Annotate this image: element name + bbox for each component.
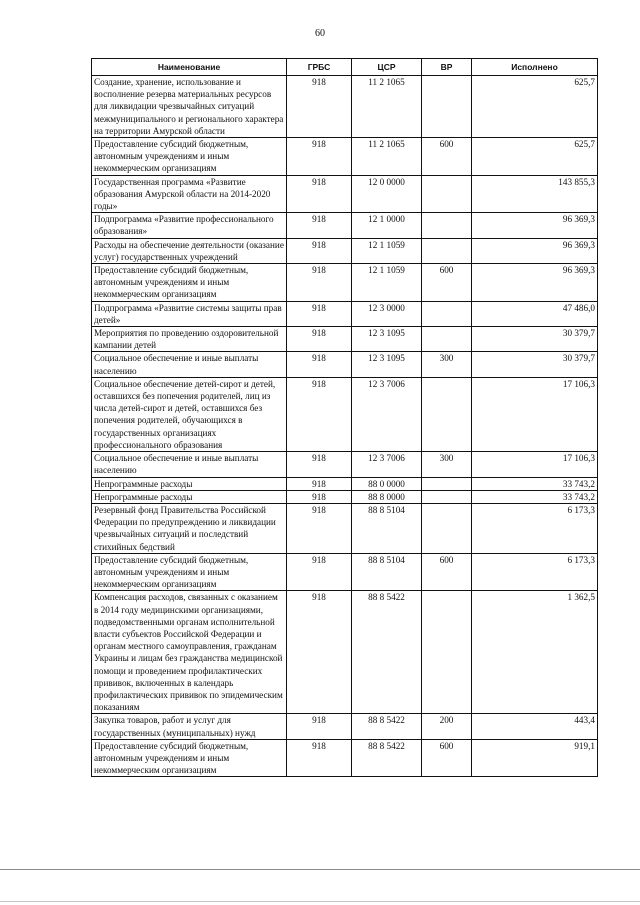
cell-csr: 12 3 7006 xyxy=(352,452,422,477)
table-row xyxy=(92,714,598,739)
scan-artifact-line xyxy=(0,869,640,870)
cell-name: Расходы на обеспечение деятельности (оказание услуг) государственных учреждений xyxy=(92,238,287,263)
cell-grbs: 918 xyxy=(287,175,352,213)
cell-sum: 625,7 xyxy=(472,138,598,176)
cell-vr: 600 xyxy=(422,264,472,302)
cell-grbs: 918 xyxy=(287,452,352,477)
cell-csr: 12 0 0000 xyxy=(352,175,422,213)
cell-vr xyxy=(422,301,472,326)
cell-grbs: 918 xyxy=(287,352,352,377)
cell-sum: 919,1 xyxy=(472,739,598,777)
cell-csr: 12 3 1095 xyxy=(352,352,422,377)
cell-vr: 600 xyxy=(422,138,472,176)
cell-csr: 88 8 5104 xyxy=(352,553,422,591)
cell-name: Социальное обеспечение детей-сирот и детей, оставшихся без попечения родителей, лиц из числа детей-сирот и детей, оставшихся без попечения родителей, обучающихся в государственных организациях профессионального образования xyxy=(92,377,287,451)
table-row xyxy=(92,739,598,777)
cell-csr: 11 2 1065 xyxy=(352,138,422,176)
cell-name: Подпрограмма «Развитие системы защиты прав детей» xyxy=(92,301,287,326)
cell-csr: 12 1 0000 xyxy=(352,213,422,238)
cell-name: Государственная программа «Развитие образования Амурской области на 2014-2020 годы» xyxy=(92,175,287,213)
cell-vr xyxy=(422,76,472,138)
cell-grbs: 918 xyxy=(287,138,352,176)
cell-name: Социальное обеспечение и иные выплаты населению xyxy=(92,452,287,477)
cell-sum: 17 106,3 xyxy=(472,452,598,477)
cell-grbs: 918 xyxy=(287,477,352,490)
cell-vr xyxy=(422,327,472,352)
table-row xyxy=(92,175,598,213)
cell-sum: 30 379,7 xyxy=(472,352,598,377)
table-row xyxy=(92,503,598,553)
cell-sum: 96 369,3 xyxy=(472,238,598,263)
cell-csr: 11 2 1065 xyxy=(352,76,422,138)
cell-name: Социальное обеспечение и иные выплаты населению xyxy=(92,352,287,377)
cell-sum: 143 855,3 xyxy=(472,175,598,213)
cell-grbs: 918 xyxy=(287,327,352,352)
cell-vr xyxy=(422,477,472,490)
cell-vr xyxy=(422,490,472,503)
cell-grbs: 918 xyxy=(287,76,352,138)
cell-sum: 30 379,7 xyxy=(472,327,598,352)
table-row xyxy=(92,76,598,138)
cell-csr: 88 8 5422 xyxy=(352,714,422,739)
cell-sum: 6 173,3 xyxy=(472,503,598,553)
cell-csr: 12 1 1059 xyxy=(352,238,422,263)
header-grbs: ГРБС xyxy=(287,59,352,76)
cell-name: Предоставление субсидий бюджетным, автономным учреждениям и иным некоммерческим организациям xyxy=(92,739,287,777)
cell-sum: 96 369,3 xyxy=(472,213,598,238)
cell-sum: 33 743,2 xyxy=(472,477,598,490)
header-sum: Исполнено xyxy=(472,59,598,76)
cell-name: Создание, хранение, использование и восполнение резерва материальных ресурсов для ликвидации чрезвычайных ситуаций межмуниципального и регионального характера на территории Амурской области xyxy=(92,76,287,138)
page-number: 60 xyxy=(315,28,325,39)
table-row xyxy=(92,553,598,591)
cell-sum: 625,7 xyxy=(472,76,598,138)
header-name: Наименование xyxy=(92,59,287,76)
cell-vr xyxy=(422,175,472,213)
cell-vr: 600 xyxy=(422,739,472,777)
cell-csr: 88 8 5422 xyxy=(352,591,422,714)
cell-name: Предоставление субсидий бюджетным, автономным учреждениям и иным некоммерческим организациям xyxy=(92,553,287,591)
cell-grbs: 918 xyxy=(287,301,352,326)
cell-grbs: 918 xyxy=(287,238,352,263)
table-row xyxy=(92,213,598,238)
cell-vr xyxy=(422,591,472,714)
cell-vr: 600 xyxy=(422,553,472,591)
cell-csr: 12 3 7006 xyxy=(352,377,422,451)
cell-sum: 17 106,3 xyxy=(472,377,598,451)
cell-name: Резервный фонд Правительства Российской Федерации по предупреждению и ликвидации чрезвычайных ситуаций и последствий стихийных бедствий xyxy=(92,503,287,553)
cell-grbs: 918 xyxy=(287,739,352,777)
cell-vr: 200 xyxy=(422,714,472,739)
cell-csr: 88 0 0000 xyxy=(352,477,422,490)
cell-name: Компенсация расходов, связанных с оказанием в 2014 году медицинскими организациями, подведомственными органам исполнительной власти субъектов Российской Федерации и органам местного самоуправления, гражданам Украины и лицам без гражданства медицинской помощи и проведением профилактических прививок, включенных в календарь профилактических прививок по эпидемическим показаниям xyxy=(92,591,287,714)
cell-name: Предоставление субсидий бюджетным, автономным учреждениям и иным некоммерческим организациям xyxy=(92,138,287,176)
cell-vr: 300 xyxy=(422,352,472,377)
cell-vr xyxy=(422,503,472,553)
table-row xyxy=(92,477,598,490)
cell-grbs: 918 xyxy=(287,553,352,591)
cell-sum: 1 362,5 xyxy=(472,591,598,714)
cell-name: Непрограммные расходы xyxy=(92,490,287,503)
table-header-row xyxy=(92,59,598,76)
cell-csr: 12 1 1059 xyxy=(352,264,422,302)
cell-csr: 12 3 0000 xyxy=(352,301,422,326)
cell-grbs: 918 xyxy=(287,264,352,302)
cell-name: Непрограммные расходы xyxy=(92,477,287,490)
cell-vr: 300 xyxy=(422,452,472,477)
table-row xyxy=(92,238,598,263)
table-row xyxy=(92,377,598,451)
cell-sum: 96 369,3 xyxy=(472,264,598,302)
cell-csr: 12 3 1095 xyxy=(352,327,422,352)
cell-csr: 88 8 5422 xyxy=(352,739,422,777)
cell-name: Мероприятия по проведению оздоровительной кампании детей xyxy=(92,327,287,352)
header-vr: ВР xyxy=(422,59,472,76)
cell-vr xyxy=(422,213,472,238)
cell-csr: 88 8 0000 xyxy=(352,490,422,503)
table-row xyxy=(92,490,598,503)
cell-grbs: 918 xyxy=(287,591,352,714)
cell-vr xyxy=(422,238,472,263)
cell-grbs: 918 xyxy=(287,377,352,451)
header-csr: ЦСР xyxy=(352,59,422,76)
table-row xyxy=(92,452,598,477)
budget-execution-table xyxy=(91,58,598,777)
cell-name: Подпрограмма «Развитие профессионального образования» xyxy=(92,213,287,238)
cell-sum: 47 486,0 xyxy=(472,301,598,326)
table-row xyxy=(92,264,598,302)
cell-name: Закупка товаров, работ и услуг для государственных (муниципальных) нужд xyxy=(92,714,287,739)
table-row xyxy=(92,591,598,714)
cell-sum: 33 743,2 xyxy=(472,490,598,503)
cell-grbs: 918 xyxy=(287,503,352,553)
scan-artifact-line xyxy=(0,901,640,902)
cell-vr xyxy=(422,377,472,451)
table-row xyxy=(92,327,598,352)
cell-grbs: 918 xyxy=(287,714,352,739)
cell-sum: 443,4 xyxy=(472,714,598,739)
table-row xyxy=(92,352,598,377)
cell-name: Предоставление субсидий бюджетным, автономным учреждениям и иным некоммерческим организациям xyxy=(92,264,287,302)
table-row xyxy=(92,301,598,326)
table-row xyxy=(92,138,598,176)
cell-sum: 6 173,3 xyxy=(472,553,598,591)
cell-grbs: 918 xyxy=(287,490,352,503)
cell-csr: 88 8 5104 xyxy=(352,503,422,553)
cell-grbs: 918 xyxy=(287,213,352,238)
